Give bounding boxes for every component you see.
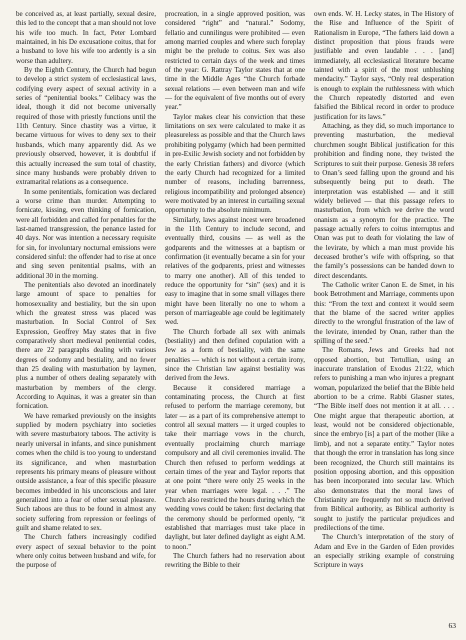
paragraph: own ends. W. H. Lecky states, in The History of the Rise and Influence of the Spirit of Rationalism in Europe, “The fathers laid down a distinct proposition that pious frauds were justifiable and even laudable . . . [and] immediately, all ecclesiastical literature became tainted with a spirit of the most unblushing mendacity.” Taylor says, “Only real desperation is enough to explain the ruthlessness with which the Church repeatedly distorted and even falsified the Biblical record in order to produce justification for its laws.” xyxy=(314,10,454,121)
paragraph: In some penitentials, fornication was declared a worse crime than murder. Attempting to fornicate, kissing, even thinking of fornication, were all forbidden and called for penalties for the last-named transgression, the penance lasted for 40 days. Nor was intention a necessary requisite for sin, for involuntary nocturnal emissions were considered sinful: the offender had to rise at once and sing seven penitential psalms, with an additional 30 in the morning. xyxy=(16,187,156,280)
paragraph: Because it considered marriage a contaminating process, the Church at first refused to perform the marriage ceremony, but later — as a part of its comprehensive attempt to control all sexual matters — it urged couples to take their marriage vows in the church, eventually proclaiming church marriage compulsory and all civil ceremonies invalid. The Church then refused to perform weddings at certain times of the year and Taylor reports that at one point “there were only 25 weeks in the year when marriages were legal. . . .” The Church also restricted the hours during which the wedding vows could be taken: first declaring that the ceremony should be performed openly, “it established that marriages must take place in daylight, but later defined daylight as eight A.M. to noon.” xyxy=(165,383,305,551)
paragraph: procreation, in a single approved position, was considered “right” and “natural.” Sodomy, fellatio and cunnilingus were prohibited — even among married couples and where such foreplay might be the prelude to coitus. Sex was also restricted to certain days of the week and times of the year: G. Rattray Taylor states that at one time in the Middle Ages “the Church forbade sexual relations — even between man and wife — for the equivalent of five months out of every year.” xyxy=(165,10,305,112)
paragraph: be conceived as, at least partially, sexual desire, this led to the concept that a man should not love his wife too much. In fact, Peter Lombard maintained, in his De excusatione coitus, that for a husband to love his wife too ardently is a sin worse than adultery. xyxy=(16,10,156,65)
page-number: 63 xyxy=(448,621,456,630)
paragraph: By the Eighth Century, the Church had begun to develop a strict system of ecclesiastical laws, codifying every aspect of sexual activity in a series of “penitential books.” Celibacy was the ideal, though it did not become universally required of those with priestly functions until the 11th Century. Since chastity was a virtue, it became virtuous for wives to deny sex to their husbands, which many apparently did. As we previously observed, however, it is doubtful if this actually increased the sum total of chastity, since many husbands were probably driven to extramarital relations as a consequence. xyxy=(16,66,156,187)
paragraph: The penitentials also devoted an inordinately large amount of space to penalties for homosexuality and bestiality, but the sin upon which the greatest stress was placed was masturbation. In Social Control of Sex Expression, Geoffrey May states that in five comparatively short medieval penitential codes, there are 22 paragraphs dealing with various degrees of sodomy and bestiality, and no fewer than 25 dealing with masturbation by laymen, plus a number of others dealing separately with masturbation by members of the clergy. According to Aquinas, it was a greater sin than fornication. xyxy=(16,280,156,411)
paragraph: The Church’s interpretation of the story of Adam and Eve in the Garden of Eden provides an especially striking example of construing Scripture in ways xyxy=(314,533,454,570)
paragraph: Taylor makes clear his conviction that these limitations on sex were calculated to make it as pleasureless as possible and that the Church laws prohibiting polygamy (which had been permitted in pre-Exilic Jewish society and not forbidden by the early Christian fathers) and divorce (which the early Church had recognized for a limited number of reasons, including barrenness, religious incompatibility and prolonged absence) were motivated by an interest in curtailing sexual opportunity to the absolute minimum. xyxy=(165,112,305,215)
paragraph: The Church fathers had no reservation about rewriting the Bible to their xyxy=(165,551,305,570)
paragraph: The Church fathers increasingly codified every aspect of sexual behavior to the point where only coitus between husband and wife, for the purpose of xyxy=(16,533,156,570)
article-column-left xyxy=(16,10,156,571)
paragraph: Attaching, as they did, so much importance to preventing masturbation, the medieval churchmen sought Biblical justification for this prohibition and finding none, they twisted the Scriptures to suit their purpose. Genesis 38 refers to Onan’s seed falling upon the ground and his subsequently being put to death. The interpretation was established — and it still widely believed — that this passage refers to masturbation, from which we derive the word onanism as a synonym for the practice. The passage actually refers to coitus interruptus and Onan was put to death for violating the law of the levirate, by which a man must provide his deceased brother’s wife with offspring, so that the family’s possessions can be handed down to direct descendants. xyxy=(314,122,454,280)
article-columns xyxy=(16,10,454,571)
paragraph: Similarly, laws against incest were broadened in the 11th Century to include second, and eventually third, cousins — as well as the godparents and the witnesses at a baptism or confirmation (it eventually became a sin for your relatives of the godparents, priest and witnesses to marry one another). All of this tended to reduce the opportunity for “sin” (sex) and it is easy to imagine that in some small villages there might have been literally no one to whom a person of marriageable age could be legitimately wed. xyxy=(165,215,305,327)
paragraph: We have remarked previously on the insights supplied by modern psychiatry into societies with severe masturbatory taboos. The activity is nearly universal in infants, and since punishment comes when the child is too young to understand its significance, and when masturbation represents his primary means of pleasure without outside assistance, a fear of this specific pleasure becomes imbedded in his unconscious and later generalized into a fear of other sexual pleasure. Such taboos are thus to be found in almost any society suffering from repression or feelings of guilt and shame related to sex. xyxy=(16,411,156,532)
paragraph: The Catholic writer Canon E. de Smet, in his book Betrothment and Marriage, comments upon this: “From the text and context it would seem that the blame of the sacred writer applies directly to the wrongful frustration of the law of the levirate, intended by Onan, rather than the spilling of the seed.” xyxy=(314,280,454,346)
paragraph: The Church forbade all sex with animals (bestiality) and then defined copulation with a Jew as a form of bestiality, with the same penalties — which is not without a certain irony, since the Christian law against bestiality was derived from the Jews. xyxy=(165,327,305,383)
paragraph: The Romans, Jews and Greeks had not opposed abortion, but Tertullian, using an inaccurate translation of Exodus 21:22, which refers to punishing a man who injures a pregnant woman, popularized the belief that the Bible held abortion to be a crime. Rabbi Glasner states, “The Bible itself does not mention it at all. . . . One might argue that therapeutic abortion, at least, would not be considered objectionable, since the embryo [is] a part of the mother (like a limb), and not a separate entity.” Taylor notes that though the error in translation has long since been recognized, the Church still maintains its position opposing abortion, and this opposition has been incorporated into secular law. Which also demonstrates that the moral laws of Christianity are frequently not so much derived from Biblical authority, as Biblical authority is sought to justify the particular prejudices and predilections of the time. xyxy=(314,346,454,532)
article-column-right xyxy=(314,10,454,571)
article-column-middle xyxy=(165,10,305,571)
